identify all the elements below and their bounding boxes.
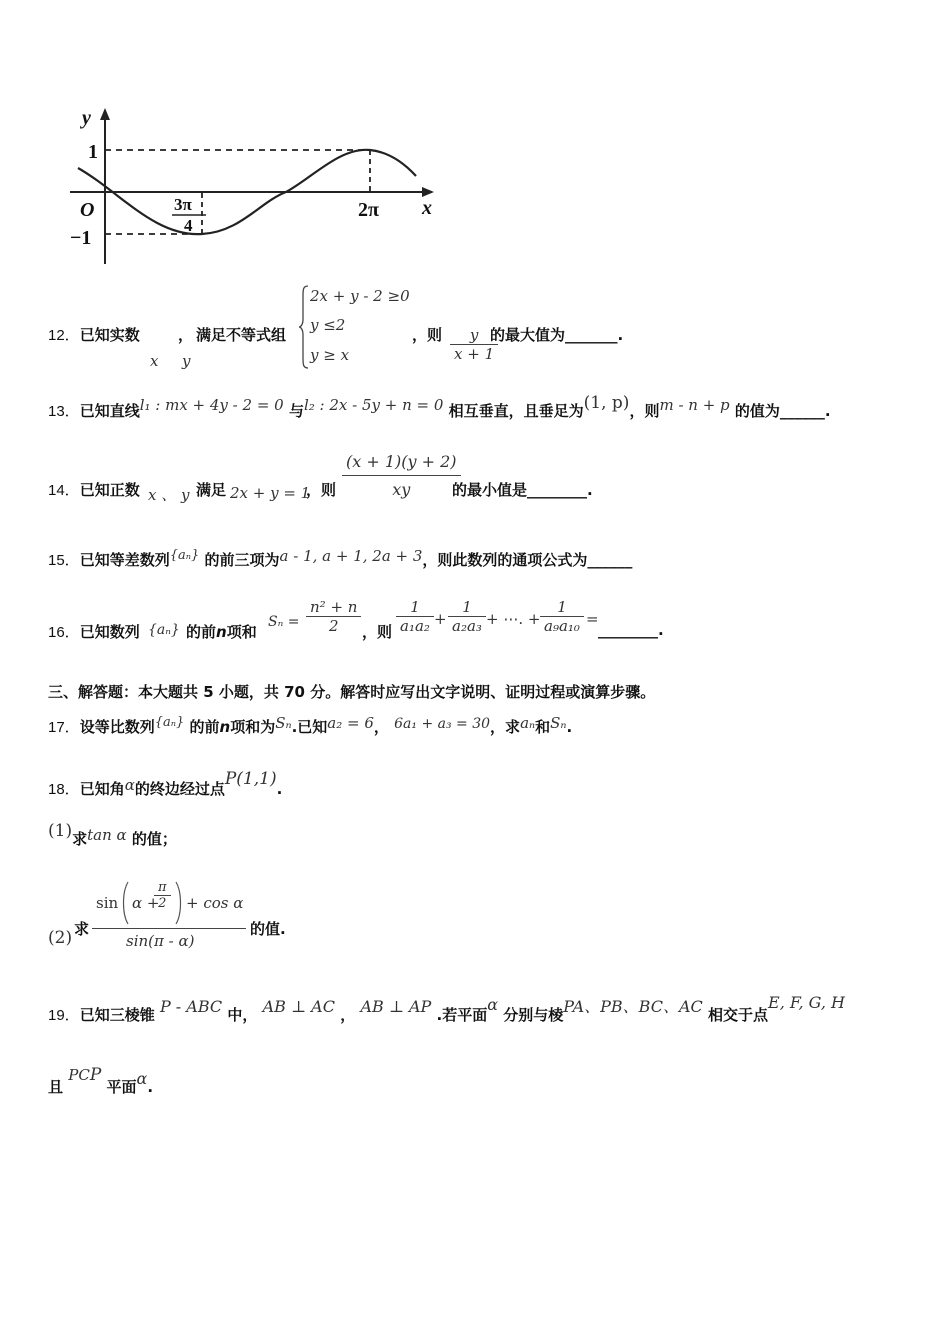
q16-sn-fraction	[306, 598, 361, 635]
q17-a2: a₂ = 6	[327, 714, 374, 732]
q16-number: 16．	[48, 624, 80, 641]
q17-and: 和	[535, 718, 551, 736]
q17-mid3: .已知	[291, 718, 328, 736]
q19-edges: PA、PB、BC、AC	[563, 997, 703, 1016]
q18-p2-frac-bar	[92, 928, 246, 929]
q12-ineq-2: y ≤2	[310, 316, 346, 334]
q16-f1-num: 1	[410, 598, 420, 616]
q12-mid: 满足不等式组	[196, 326, 287, 344]
q15-prefix: 已知等差数列	[79, 551, 170, 569]
y-tick-1: 1	[88, 141, 98, 163]
q18-end: .	[276, 780, 283, 798]
q19-end: .	[147, 1078, 154, 1096]
q19-cond-1: AB ⊥ AC	[262, 997, 335, 1016]
q15-number: 15．	[48, 552, 80, 569]
q17-cond: 6a₁ + a₃ = 30	[394, 716, 491, 732]
q12-ineq-1: 2x + y - 2 ≥0	[310, 287, 410, 305]
q19-plane: 平面	[106, 1078, 137, 1096]
q16-sn-den: 2	[306, 616, 361, 635]
q18-p2-pi: π	[158, 880, 167, 895]
q14-prefix: 已知正数	[79, 481, 140, 499]
q17-sn2: Sₙ	[550, 714, 567, 732]
question-15	[48, 549, 632, 570]
q14-fraction	[342, 452, 461, 499]
q19-parallel-sym: P	[89, 1065, 102, 1085]
q16-f1-den: a₁a₂	[396, 616, 434, 635]
q17-prefix: 设等比数列	[79, 718, 155, 736]
q18-part-1	[48, 821, 177, 849]
q17-end: .	[566, 718, 573, 736]
x-tick-3pi-num: 3π	[174, 195, 192, 214]
q16-mid2: 项和	[226, 623, 257, 641]
question-13	[48, 393, 831, 421]
x-tick-2pi: 2π	[358, 199, 379, 221]
q13-suffix: 的值为______.	[734, 402, 831, 420]
x-tick-3pi-den: 4	[184, 216, 193, 235]
question-17	[48, 716, 572, 737]
q16-sn: Sₙ =	[268, 614, 300, 630]
q14-suffix: 的最小值是________.	[452, 481, 593, 499]
q19-prefix: 已知三棱锥	[79, 1006, 155, 1024]
q16-frac-3	[540, 598, 584, 635]
q16-f2-den: a₂a₃	[448, 616, 486, 635]
q13-mid: 相互垂直，且垂足为	[448, 402, 584, 420]
q12-frac-num: y	[469, 326, 479, 344]
q19-mid3: 分别与棱	[503, 1006, 564, 1024]
q18-p2-den: sin(π - α)	[126, 932, 195, 950]
q16-f2-num: 1	[462, 598, 472, 616]
x-label: x	[422, 197, 432, 219]
q17-sep: ，	[373, 718, 389, 736]
q13-with: 与	[288, 402, 304, 420]
q16-n: n	[216, 623, 227, 641]
q13-l1: l₁ : mx + 4y - 2 = 0	[139, 396, 284, 414]
q18-p2-alpha-plus: α +	[132, 894, 160, 912]
q15-mid: 的前三项为	[204, 551, 280, 569]
y-label: y	[82, 107, 91, 129]
q16-seq: {aₙ}	[148, 622, 180, 638]
q19-sep: ，	[340, 1006, 356, 1024]
q15-terms: a - 1, a + 1, 2a + 3	[279, 547, 423, 565]
q17-an: aₙ	[520, 714, 536, 732]
q16-mid1: 的前	[186, 623, 217, 641]
q13-prefix: 已知直线	[79, 402, 140, 420]
question-19-line-2	[48, 1065, 154, 1097]
q18-alpha: α	[124, 776, 135, 794]
q19-mid4: 相交于点	[708, 1006, 769, 1024]
q18-p2-rparen	[174, 880, 184, 926]
q18-prefix: 已知角	[79, 780, 125, 798]
q16-prefix: 已知数列	[79, 623, 140, 641]
q18-p1-label: (1)	[48, 821, 73, 841]
q17-mid4: ，求	[490, 718, 521, 736]
q12-then: ，则	[412, 326, 443, 344]
q18-p1-expr: tan α	[87, 826, 127, 844]
q15-suffix: ，则此数列的通项公式为______	[422, 551, 633, 569]
q13-then: ，则	[629, 402, 660, 420]
q13-expr: m - n + p	[659, 396, 730, 414]
q12-sep: ，	[178, 326, 194, 344]
q13-l2: l₂ : 2x - 5y + n = 0	[303, 396, 444, 414]
q17-n: n	[219, 718, 231, 736]
cosine-graph	[60, 92, 450, 277]
q19-mid2: .若平面	[436, 1006, 488, 1024]
q13-number: 13．	[48, 403, 80, 420]
q16-sn-num: n² + n	[310, 598, 358, 616]
q16-suffix: ________.	[598, 621, 664, 639]
q18-point: P(1,1)	[224, 769, 277, 789]
q12-var-x: x	[150, 352, 159, 370]
q12-frac-den: x + 1	[450, 344, 498, 363]
q16-f3-den: a₉a₁₀	[540, 616, 584, 635]
q19-pc: PC	[68, 1066, 90, 1084]
q18-p1-ask: 求	[72, 830, 88, 848]
origin-label: O	[80, 199, 95, 221]
q12-suffix: 的最大值为_______.	[490, 326, 624, 344]
q18-number: 18．	[48, 781, 80, 798]
q16-eq: =	[586, 610, 599, 628]
q18-p2-pi-over-2	[154, 880, 171, 911]
q13-foot: (1, p)	[583, 393, 630, 413]
question-19	[48, 993, 845, 1025]
q14-cond: 2x + y = 1	[230, 484, 311, 502]
q14-then: ，则	[306, 481, 337, 499]
q19-alpha: α	[487, 995, 499, 1014]
q12-prefix: 已知实数	[79, 326, 140, 344]
q19-alpha-2: α	[136, 1069, 148, 1088]
q16-frac-2	[448, 598, 486, 635]
q14-mid: 满足	[196, 481, 227, 499]
q14-vars: x 、 y	[148, 486, 190, 504]
section-3-heading: 三、解答题：本大题共 5 小题，共 70 分。解答时应写出文字说明、证明过程或演算步骤。	[48, 683, 656, 701]
q14-frac-num: (x + 1)(y + 2)	[346, 452, 457, 471]
q16-frac-1	[396, 598, 434, 635]
q19-line2-prefix: 且	[48, 1078, 64, 1096]
q18-p2-sin: sin	[96, 894, 119, 912]
q18-p2-label: (2)	[48, 928, 73, 948]
q16-then: ，则	[362, 623, 393, 641]
q14-frac-den: xy	[342, 475, 461, 499]
q12-number: 12．	[48, 327, 80, 344]
q15-seq: {aₙ}	[169, 548, 200, 563]
q18-p2-cos: + cos α	[186, 894, 244, 912]
q18-p2-lparen	[120, 880, 130, 926]
q18-p1-suffix: 的值；	[131, 830, 177, 848]
q19-mid1: 中，	[227, 1006, 258, 1024]
q12-ineq-3: y ≥ x	[310, 346, 350, 364]
q17-seq: {aₙ}	[154, 715, 185, 730]
q18-mid: 的终边经过点	[134, 780, 225, 798]
q14-number: 14．	[48, 482, 80, 499]
q17-mid1: 的前	[189, 718, 220, 736]
q18-p2-two: 2	[154, 895, 171, 911]
y-tick-neg1: −1	[70, 227, 92, 249]
q16-plus: +	[434, 610, 447, 628]
q17-mid2: 项和为	[230, 718, 276, 736]
q19-number: 19．	[48, 1007, 80, 1024]
q18-p2-fraction	[92, 878, 246, 948]
q17-number: 17．	[48, 719, 80, 736]
question-18	[48, 769, 283, 799]
y-axis-arrow	[100, 108, 110, 120]
q16-f3-num: 1	[557, 598, 567, 616]
q19-cond-2: AB ⊥ AP	[360, 997, 432, 1016]
q19-points: E, F, G, H	[768, 993, 845, 1012]
q12-var-y: y	[182, 352, 191, 370]
q18-p2-suffix: 的值.	[250, 920, 286, 938]
q19-pyramid: P - ABC	[159, 997, 223, 1016]
q17-sn: Sₙ	[275, 714, 292, 732]
q16-dots: + ⋯. +	[486, 610, 541, 628]
q18-p2-ask: 求	[74, 920, 90, 938]
x-axis-arrow	[422, 187, 434, 197]
